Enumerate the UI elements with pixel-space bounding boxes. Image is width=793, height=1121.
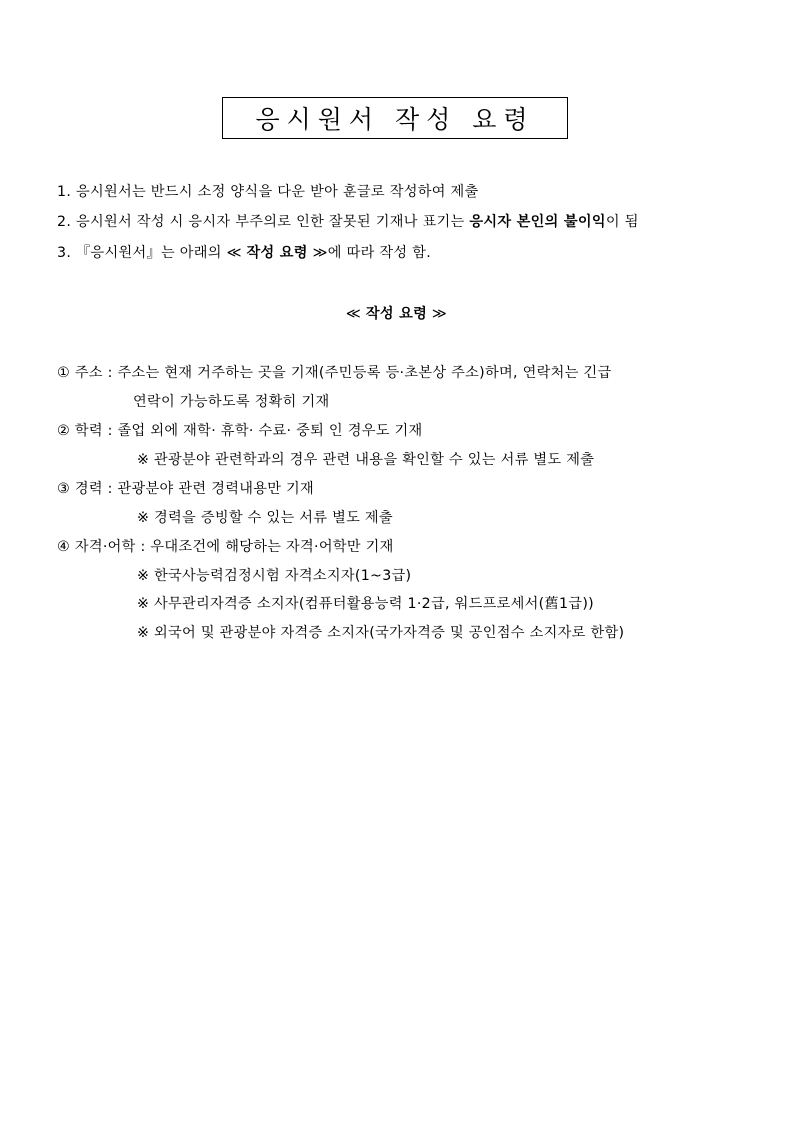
item-certificate-note-3: ※ 외국어 및 관광분야 자격증 소지자(국가자격증 및 공인점수 소지자로 한함) (137, 625, 625, 641)
section-heading (0, 303, 793, 323)
instruction-3-tail: ≫에 따라 작성 함. (307, 245, 432, 261)
instruction-2-emphasis: 응시자 본인의 불이익 (469, 214, 606, 230)
item-address-cont: 연락이 가능하도록 정확히 기재 (133, 394, 330, 410)
section-heading-close: ≫ (427, 306, 448, 322)
item-education: ② 학력 : 졸업 외에 재학· 휴학· 수료· 중퇴 인 경우도 기재 (57, 423, 423, 439)
item-address: ① 주소 : 주소는 현재 거주하는 곳을 기재(주민등록 등·초본상 주소)하며, 연락처는 긴급 (57, 365, 612, 381)
section-heading-open: ≪ (345, 306, 366, 322)
instruction-2-tail: 이 됨 (605, 214, 639, 230)
instruction-2 (57, 211, 639, 231)
item-career: ③ 경력 : 관광분야 관련 경력내용만 기재 (57, 481, 315, 497)
instruction-1: 1. 응시원서는 반드시 소정 양식을 다운 받아 훈글로 작성하여 제출 (57, 184, 479, 200)
page-title: 응시원서 작성 요령 (222, 97, 568, 139)
item-certificate-note-2: ※ 사무관리자격증 소지자(컴퓨터활용능력 1·2급, 워드프로세서(舊1급)) (137, 596, 594, 612)
instruction-2-text: 2. 응시원서 작성 시 응시자 부주의로 인한 잘못된 기재나 표기는 (57, 214, 470, 230)
section-heading-title: 작성 요령 (365, 306, 428, 322)
instruction-3-emphasis: 작성 요령 (246, 245, 308, 261)
instruction-3-text: 3. 『응시원서』는 아래의 ≪ (57, 245, 247, 261)
item-certificate: ④ 자격·어학 : 우대조건에 해당하는 자격·어학만 기재 (57, 539, 394, 555)
item-career-note: ※ 경력을 증빙할 수 있는 서류 별도 제출 (137, 510, 393, 526)
item-certificate-note-1: ※ 한국사능력검정시험 자격소지자(1~3급) (137, 568, 412, 584)
item-education-note: ※ 관광분야 관련학과의 경우 관련 내용을 확인할 수 있는 서류 별도 제출 (137, 452, 595, 468)
instruction-3 (57, 242, 431, 262)
